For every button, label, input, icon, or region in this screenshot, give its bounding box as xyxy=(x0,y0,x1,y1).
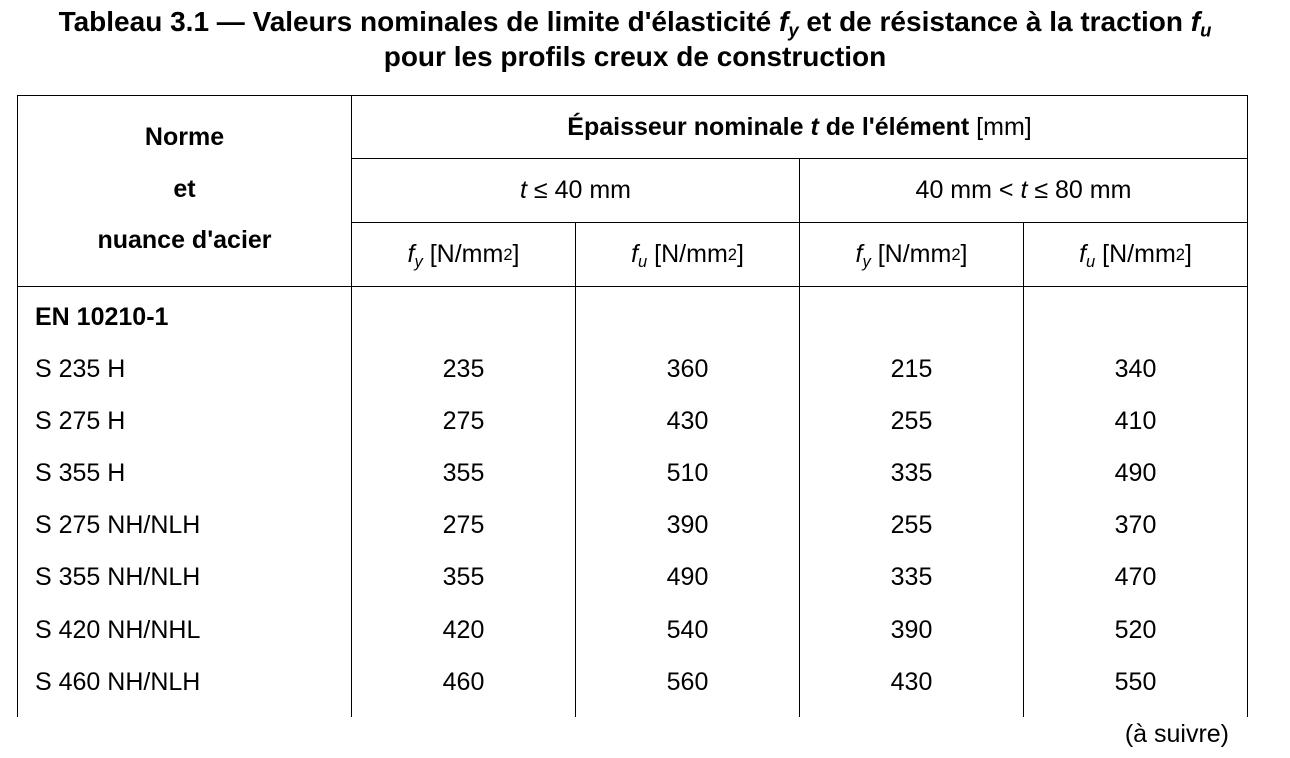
header-et: et xyxy=(173,174,196,203)
row-fu-80: 410 xyxy=(1114,406,1157,435)
header-fu-40: $f_u$ [N/mm 2 ] xyxy=(631,240,744,271)
row-fu-40: 510 xyxy=(666,458,709,487)
header-norme: Norme xyxy=(144,122,225,151)
group-label: EN 10210-1 xyxy=(35,302,169,331)
row-grade: S 355 H xyxy=(35,458,126,487)
row-grade: S 420 NH/NHL xyxy=(35,615,201,644)
row-fy-80: 335 xyxy=(890,562,933,591)
row-grade: S 275 H xyxy=(35,406,126,435)
row-fy-40: 275 xyxy=(442,406,485,435)
header-range-le40: t ≤ 40 mm xyxy=(520,176,631,204)
row-fy-80: 390 xyxy=(890,615,933,644)
row-fu-80: 520 xyxy=(1114,615,1157,644)
header-fy-80: $f_y$ [N/mm 2 ] xyxy=(855,240,968,271)
row-fy-40: 355 xyxy=(442,562,485,591)
row-fu-80: 470 xyxy=(1114,562,1157,591)
row-fy-80: 255 xyxy=(890,406,933,435)
caption-line-2: pour les profils creux de construction xyxy=(383,41,887,72)
header-nuance: nuance d'acier xyxy=(97,225,272,254)
row-grade: S 460 NH/NLH xyxy=(35,667,201,696)
row-fy-40: 235 xyxy=(442,354,485,383)
row-grade: S 275 NH/NLH xyxy=(35,510,201,539)
row-grade: S 355 NH/NLH xyxy=(35,562,201,591)
row-fy-40: 355 xyxy=(442,458,485,487)
row-fy-40: 275 xyxy=(442,510,485,539)
row-fu-80: 490 xyxy=(1114,458,1157,487)
row-fy-80: 430 xyxy=(890,667,933,696)
header-range-40-80: 40 mm < t ≤ 80 mm xyxy=(915,176,1132,204)
row-fu-80: 340 xyxy=(1114,354,1157,383)
row-fu-40: 490 xyxy=(666,562,709,591)
header-fu-80: $f_u$ [N/mm 2 ] xyxy=(1079,240,1192,271)
row-fu-80: 370 xyxy=(1114,510,1157,539)
caption-line-1: Tableau 3.1 — Valeurs nominales de limite d'élasticité $f_y$ et de résistance à la traction $f_u$ xyxy=(58,6,1212,41)
header-thickness: Épaisseur nominale t de l'élément [mm] xyxy=(567,112,1032,141)
rule-under-header xyxy=(17,286,1248,287)
row-fy-80: 255 xyxy=(890,510,933,539)
row-grade: S 235 H xyxy=(35,354,126,383)
row-fu-40: 540 xyxy=(666,615,709,644)
row-fu-40: 560 xyxy=(666,667,709,696)
row-fu-40: 390 xyxy=(666,510,709,539)
table-caption xyxy=(0,4,1270,74)
row-fy-80: 215 xyxy=(890,354,933,383)
row-fy-40: 460 xyxy=(442,667,485,696)
steel-values-table xyxy=(17,95,1248,717)
row-fy-80: 335 xyxy=(890,458,933,487)
row-fy-40: 420 xyxy=(442,615,485,644)
row-fu-40: 360 xyxy=(666,354,709,383)
header-fy-40: $f_y$ [N/mm 2 ] xyxy=(407,240,520,271)
row-fu-40: 430 xyxy=(666,406,709,435)
rule-right xyxy=(1247,95,1248,717)
row-fu-80: 550 xyxy=(1114,667,1157,696)
continuation-note: (à suivre) xyxy=(1124,720,1229,748)
